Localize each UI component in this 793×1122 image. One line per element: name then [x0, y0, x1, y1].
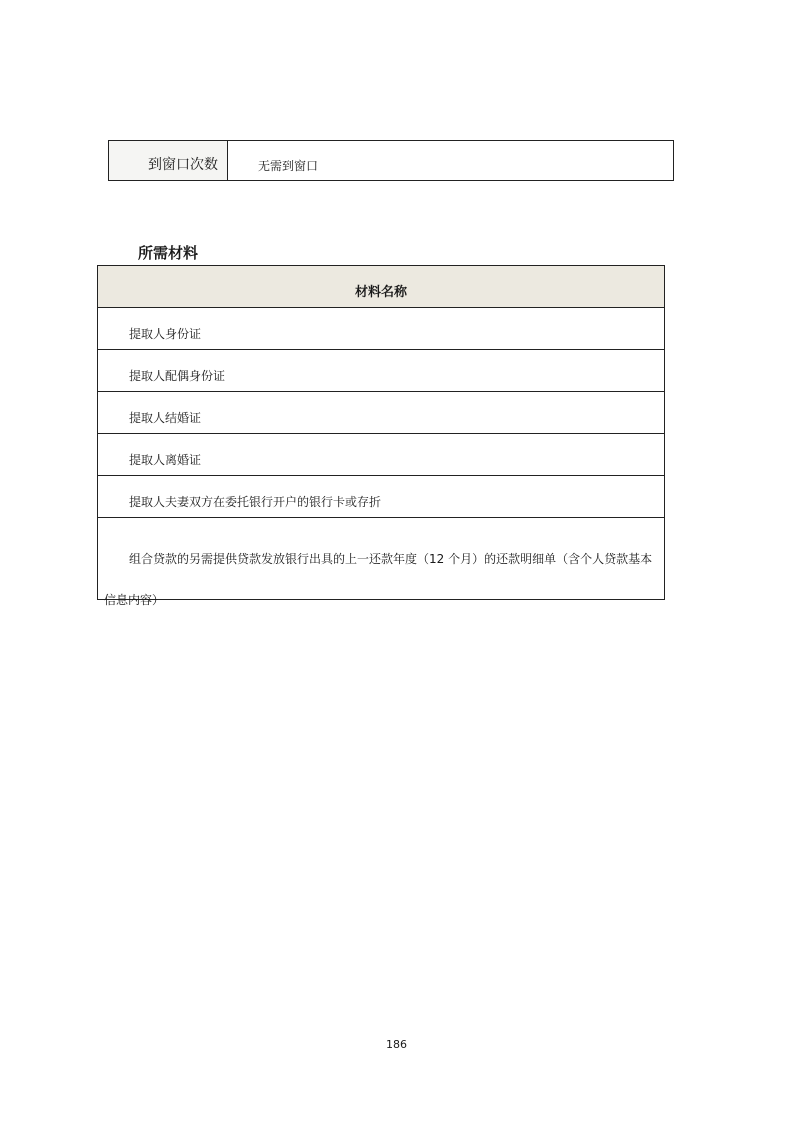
material-row: 提取人身份证 — [98, 308, 664, 350]
visit-count-table — [108, 140, 674, 181]
page-number: 186 — [386, 1038, 407, 1051]
material-row: 提取人结婚证 — [98, 392, 664, 434]
material-row-text: 组合贷款的另需提供贷款发放银行出具的上一还款年度（12 个月）的还款明细单（含个人贷款基本信息内容） — [104, 552, 653, 607]
materials-table — [97, 265, 665, 607]
material-row: 提取人离婚证 — [98, 434, 664, 476]
material-row — [98, 518, 664, 607]
visit-count-value: 无需到窗口 — [258, 159, 319, 173]
material-row: 提取人配偶身份证 — [98, 350, 664, 392]
section-title: 所需材料 — [138, 244, 199, 262]
material-row: 提取人夫妻双方在委托银行开户的银行卡或存折 — [98, 476, 664, 518]
visit-count-label: 到窗口次数 — [109, 141, 228, 180]
materials-column-header: 材料名称 — [98, 266, 664, 308]
